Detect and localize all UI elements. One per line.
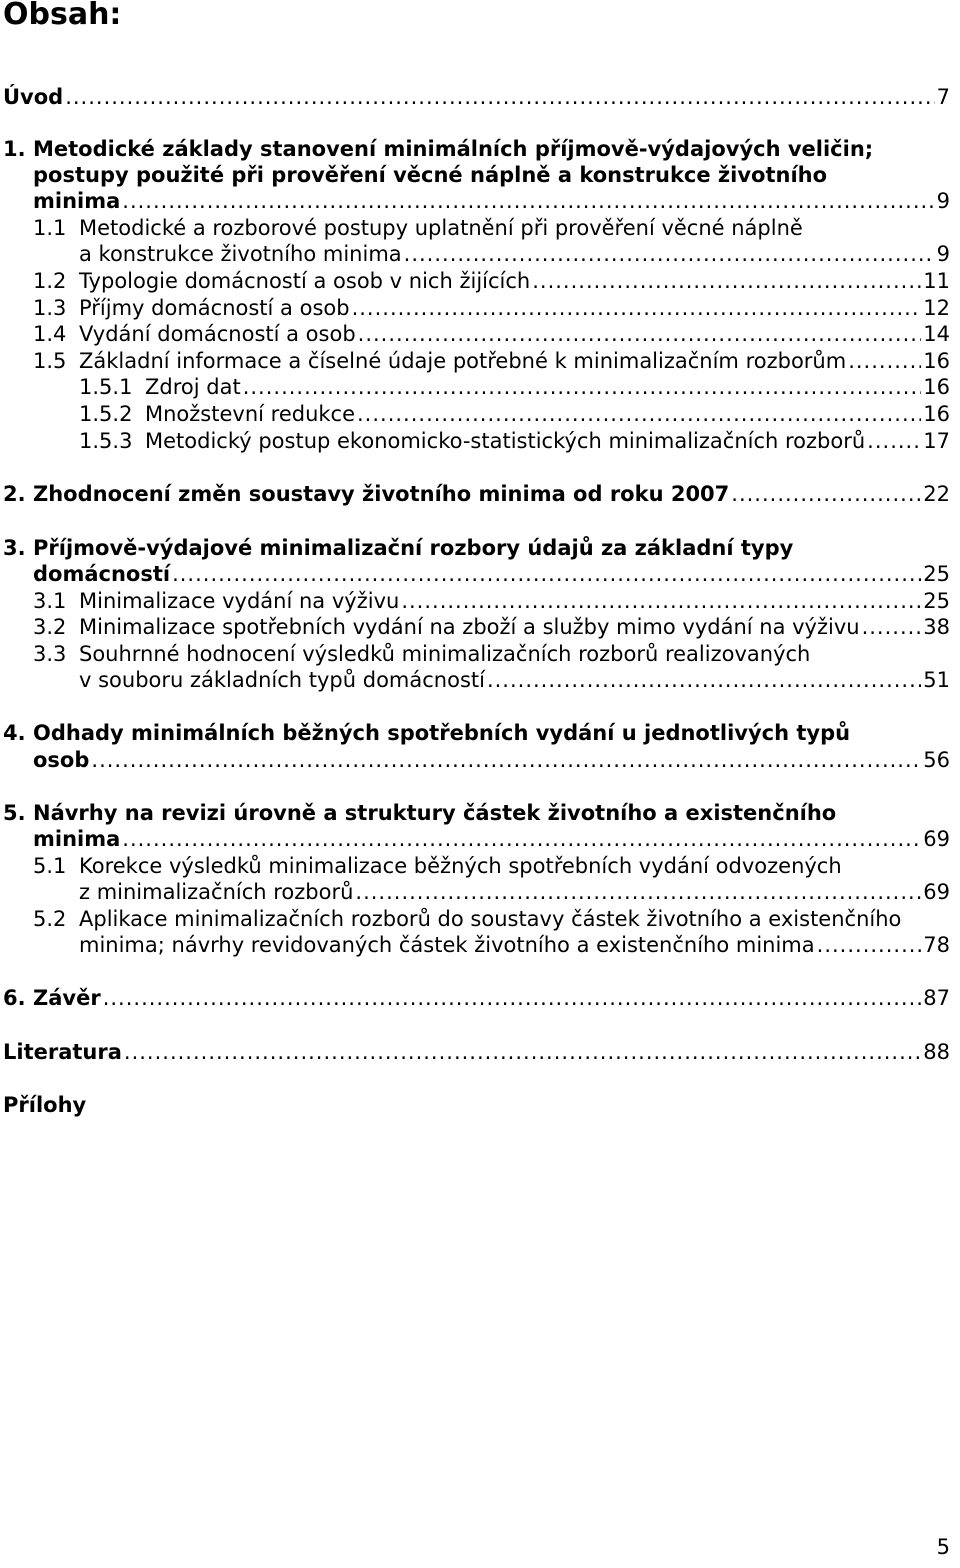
toc-entry-1-last bbox=[33, 188, 950, 215]
toc-entry-1-5-row bbox=[79, 348, 950, 375]
toc-entry-title-line2: v souboru základních typů domácností bbox=[79, 668, 485, 692]
toc-entry-page: 14 bbox=[923, 322, 950, 346]
toc-entry-title-line2: a konstrukce životního minima bbox=[79, 242, 402, 266]
toc-entry-page: 17 bbox=[923, 429, 950, 453]
toc-entry-page: 88 bbox=[923, 1040, 950, 1064]
toc-entry-1[interactable] bbox=[0, 136, 960, 163]
toc-entry-6-row bbox=[33, 985, 950, 1012]
toc-leader bbox=[103, 985, 922, 1012]
toc-entry-title: Přílohy bbox=[3, 1093, 87, 1117]
toc-entry-number: 1.5.1 bbox=[79, 375, 133, 399]
toc-entry-title-line2: postupy použité při prověření věcné náplně a konstrukce životního bbox=[33, 163, 828, 187]
toc-entry-title: Množstevní redukce bbox=[145, 402, 355, 426]
toc-entry-title-line1: Korekce výsledků minimalizace běžných spotřebních vydání odvozených bbox=[79, 854, 842, 878]
toc-leader bbox=[358, 321, 922, 348]
toc-entry-1-cont bbox=[0, 162, 960, 189]
toc-leader bbox=[862, 614, 922, 641]
toc-entry-page: 16 bbox=[923, 375, 950, 399]
toc-entry-title: Zhodnocení změn soustavy životního minima od roku 2007 bbox=[33, 482, 730, 506]
toc-entry-uvod[interactable] bbox=[3, 84, 950, 111]
toc-entry-3-3[interactable] bbox=[0, 641, 960, 668]
toc-entry-page: 7 bbox=[936, 85, 950, 109]
toc-entry-1-5-3-row bbox=[145, 428, 950, 455]
toc-entry-3-3-last bbox=[79, 667, 950, 694]
toc-entry-title: Zdroj dat bbox=[145, 375, 241, 399]
toc-entry-title: Základní informace a číselné údaje potřebné k minimalizačním rozborům bbox=[79, 349, 847, 373]
toc-leader bbox=[848, 348, 921, 375]
toc-entry-page: 78 bbox=[923, 933, 950, 957]
toc-entry-page: 12 bbox=[923, 296, 950, 320]
toc-leader bbox=[65, 84, 934, 111]
toc-entry-number: 1.5 bbox=[33, 349, 67, 373]
toc-entry-number: 6. bbox=[3, 986, 26, 1010]
toc-entry-title-line1: Souhrnné hodnocení výsledků minimalizačních rozborů realizovaných bbox=[79, 642, 811, 666]
toc-entry-number: 2. bbox=[3, 482, 26, 506]
toc-entry-title: Literatura bbox=[3, 1040, 122, 1064]
toc-leader bbox=[731, 481, 921, 508]
toc-entry-1-1-last bbox=[79, 241, 950, 268]
toc-entry-page: 16 bbox=[923, 349, 950, 373]
toc-entry-5-1-last bbox=[79, 879, 950, 906]
toc-entry-title-line2: osob bbox=[33, 748, 90, 772]
toc-entry-page: 9 bbox=[936, 242, 950, 266]
toc-entry-title-line2: domácností bbox=[33, 562, 171, 586]
toc-entry-title: Úvod bbox=[3, 85, 64, 109]
toc-entry-number: 5. bbox=[3, 801, 26, 825]
toc-entry-number: 4. bbox=[3, 721, 26, 745]
toc-entry-1-3-row bbox=[79, 295, 950, 322]
toc-entry-5-2-last bbox=[79, 932, 950, 959]
toc-leader bbox=[91, 747, 921, 774]
toc-entry-title-line1: Odhady minimálních běžných spotřebních vydání u jednotlivých typů bbox=[33, 721, 851, 745]
toc-entry-number: 3.1 bbox=[33, 589, 67, 613]
toc-entry-title: Vydání domácností a osob bbox=[79, 322, 356, 346]
toc-entry-number: 1.2 bbox=[33, 269, 67, 293]
toc-entry-title-line2: z minimalizačních rozborů bbox=[79, 880, 354, 904]
toc-leader bbox=[357, 401, 921, 428]
toc-entry-title-line2: minima; návrhy revidovaných částek životního a existenčního minima bbox=[79, 933, 815, 957]
toc-entry-page: 38 bbox=[923, 615, 950, 639]
toc-entry-5[interactable] bbox=[0, 800, 960, 827]
toc-entry-title: Minimalizace spotřebních vydání na zboží a služby mimo vydání na výživu bbox=[79, 615, 860, 639]
toc-leader bbox=[401, 588, 921, 615]
toc-entry-number: 1.3 bbox=[33, 296, 67, 320]
toc-entry-number: 3.2 bbox=[33, 615, 67, 639]
toc-entry-1-2-row bbox=[79, 268, 950, 295]
toc-leader bbox=[404, 241, 935, 268]
toc-entry-title: Metodický postup ekonomicko-statistických minimalizačních rozborů bbox=[145, 429, 866, 453]
toc-entry-number: 1.1 bbox=[33, 216, 67, 240]
toc-entry-page: 69 bbox=[923, 880, 950, 904]
toc-leader bbox=[124, 1039, 921, 1066]
toc-entry-title: Závěr bbox=[33, 986, 101, 1010]
toc-entry-1-5-2-row bbox=[145, 401, 950, 428]
toc-entry-page: 56 bbox=[923, 748, 950, 772]
toc-leader bbox=[867, 428, 921, 455]
toc-entry-literatura[interactable] bbox=[3, 1039, 950, 1066]
toc-entry-1-4-row bbox=[79, 321, 950, 348]
toc-entry-page: 69 bbox=[923, 827, 950, 851]
toc-leader bbox=[243, 374, 922, 401]
toc-entry-title-line1: Metodické základy stanovení minimálních příjmově-výdajových veličin; bbox=[33, 137, 874, 161]
toc-entry-number: 5.2 bbox=[33, 907, 67, 931]
toc-leader bbox=[817, 932, 922, 959]
toc-entry-5-2[interactable] bbox=[0, 906, 960, 933]
toc-leader bbox=[487, 667, 921, 694]
toc-leader bbox=[122, 826, 921, 853]
toc-entry-2-row bbox=[33, 481, 950, 508]
toc-entry-page: 51 bbox=[923, 668, 950, 692]
toc-entry-title-line1: Metodické a rozborové postupy uplatnění při prověření věcné náplně bbox=[79, 216, 803, 240]
toc-leader bbox=[172, 561, 921, 588]
toc-leader bbox=[122, 188, 934, 215]
page-title: Obsah: bbox=[3, 0, 122, 32]
toc-leader bbox=[352, 295, 922, 322]
toc-entry-number: 3.3 bbox=[33, 642, 67, 666]
toc-entry-number: 3. bbox=[3, 536, 26, 560]
toc-entry-title-line2: minima bbox=[33, 827, 121, 851]
toc-leader bbox=[355, 879, 921, 906]
toc-entry-title: Typologie domácností a osob v nich žijících bbox=[79, 269, 531, 293]
toc-entry-page: 22 bbox=[923, 482, 950, 506]
toc-entry-page: 11 bbox=[923, 269, 950, 293]
toc-entry-4-last bbox=[33, 747, 950, 774]
toc-entry-5-1[interactable] bbox=[0, 853, 960, 880]
toc-entry-page: 9 bbox=[936, 189, 950, 213]
toc-entry-title-line1: Aplikace minimalizačních rozborů do soustavy částek životního a existenčního bbox=[79, 907, 902, 931]
toc-entry-1-5-1-row bbox=[145, 374, 950, 401]
toc-entry-title-line1: Příjmově-výdajové minimalizační rozbory údajů za základní typy bbox=[33, 536, 794, 560]
toc-entry-3[interactable] bbox=[0, 535, 960, 562]
toc-entry-number: 1.5.2 bbox=[79, 402, 133, 426]
toc-entry-page: 25 bbox=[923, 589, 950, 613]
toc-entry-3-1-row bbox=[79, 588, 950, 615]
toc-entry-page: 16 bbox=[923, 402, 950, 426]
toc-entry-title: Minimalizace vydání na výživu bbox=[79, 589, 400, 613]
toc-entry-title: Příjmy domácností a osob bbox=[79, 296, 350, 320]
toc-entry-3-2-row bbox=[79, 614, 950, 641]
toc-entry-number: 5.1 bbox=[33, 854, 67, 878]
toc-entry-number: 1.4 bbox=[33, 322, 67, 346]
toc-leader bbox=[532, 268, 921, 295]
toc-entry-5-last bbox=[33, 826, 950, 853]
toc-entry-page: 87 bbox=[923, 986, 950, 1010]
toc-entry-number: 1. bbox=[3, 137, 26, 161]
toc-entry-number: 1.5.3 bbox=[79, 429, 133, 453]
toc-entry-4[interactable] bbox=[0, 720, 960, 747]
toc-entry-page: 25 bbox=[923, 562, 950, 586]
toc-entry-1-1[interactable] bbox=[0, 215, 960, 242]
page-number: 5 bbox=[936, 1535, 950, 1559]
toc-entry-title-line3: minima bbox=[33, 189, 121, 213]
toc-entry-3-last bbox=[33, 561, 950, 588]
toc-entry-title-line1: Návrhy na revizi úrovně a struktury částek životního a existenčního bbox=[33, 801, 837, 825]
toc-entry-prilohy[interactable] bbox=[0, 1092, 960, 1119]
